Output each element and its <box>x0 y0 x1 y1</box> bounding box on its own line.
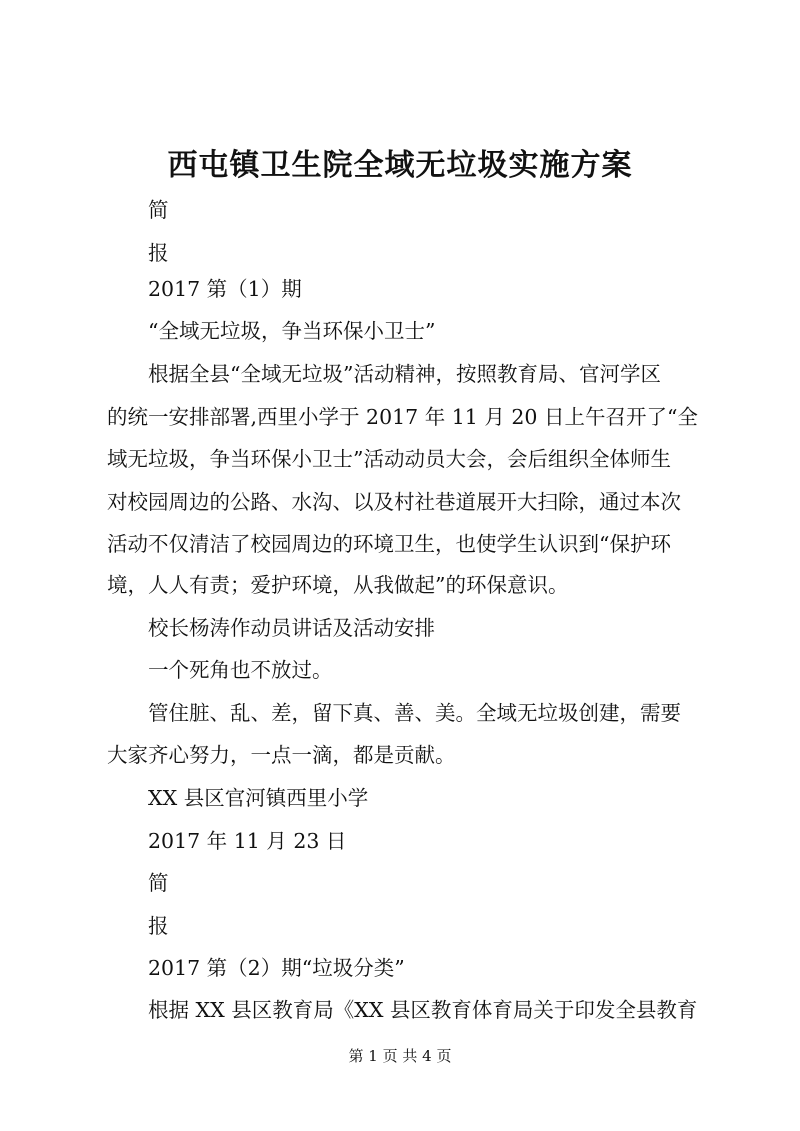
paragraph-line: 2017 年 11 月 23 日 <box>148 829 347 853</box>
document-title: 西屯镇卫生院全域无垃圾实施方案 <box>167 148 633 183</box>
paragraph-line: 简 <box>148 871 169 895</box>
paragraph-line: 简 <box>148 198 169 222</box>
paragraph-line: 根据全县“全域无垃圾”活动精神，按照教育局、官河学区 <box>148 362 661 386</box>
paragraph-line: 管住脏、乱、差，留下真、善、美。全域无垃圾创建，需要 <box>148 701 681 725</box>
paragraph-line: 根据 XX 县区教育局《XX 县区教育体育局关于印发全县教育 <box>148 998 698 1022</box>
paragraph-line: 报 <box>148 914 169 938</box>
paragraph-line: XX 县区官河镇西里小学 <box>148 786 369 810</box>
paragraph-line: 报 <box>148 241 169 265</box>
page-footer: 第 1 页 共 4 页 <box>348 1047 452 1065</box>
paragraph-line: 的统一安排部署,西里小学于 2017 年 11 月 20 日上午召开了“全 <box>107 405 698 429</box>
paragraph-line: 校长杨涛作动员讲话及活动安排 <box>148 616 435 640</box>
paragraph-line: 对校园周边的公路、水沟、以及村社巷道展开大扫除，通过本次 <box>107 490 681 514</box>
paragraph-line: 域无垃圾，争当环保小卫士”活动动员大会，会后组织全体师生 <box>107 447 671 471</box>
paragraph-line: 2017 第（2）期“垃圾分类” <box>148 956 405 980</box>
paragraph-line: 大家齐心努力，一点一滴，都是贡献。 <box>107 743 456 767</box>
paragraph-line: 活动不仅清洁了校园周边的环境卫生，也使学生认识到“保护环 <box>107 532 671 556</box>
paragraph-line: 一个死角也不放过。 <box>148 658 333 682</box>
paragraph-line: 2017 第（1）期 <box>148 277 302 301</box>
paragraph-line: 境，人人有责；爱护环境，从我做起”的环保意识。 <box>107 573 569 597</box>
paragraph-line: “全域无垃圾，争当环保小卫士” <box>148 319 436 343</box>
